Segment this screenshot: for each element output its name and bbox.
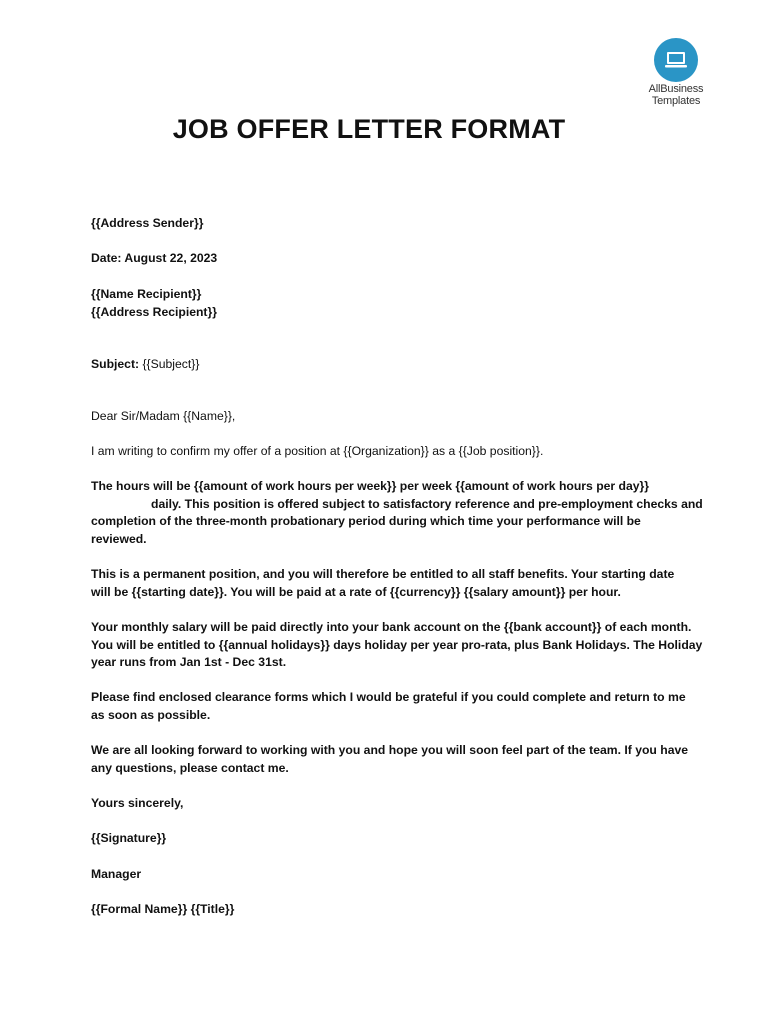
paragraph-line: Your monthly salary will be paid directly into your bank account on the {{bank account}} of each month.	[91, 620, 692, 634]
paragraph-6	[91, 742, 691, 777]
paragraph-line: as soon as possible.	[91, 707, 211, 722]
formal-name	[91, 901, 691, 919]
paragraph-line: We are all looking forward to working with you and hope you will soon feel part of the team. If you have	[91, 743, 689, 757]
salutation-text: Dear Sir/Madam {{Name}},	[91, 409, 236, 423]
paragraph-2	[91, 478, 703, 548]
paragraph-line: year runs from Jan 1st - Dec 31st.	[91, 655, 287, 669]
logo-badge	[654, 38, 698, 82]
paragraph-line: completion of the three-month probationary period during which time your performance will be	[91, 514, 641, 528]
logo-text	[638, 83, 714, 107]
role	[91, 866, 691, 884]
paragraph-line: daily. This position is offered subject to satisfactory reference and pre-employment checks and	[151, 496, 703, 511]
date-line	[91, 250, 691, 268]
paragraph-line: Please find enclosed clearance forms which I would be grateful if you could complete and return to me	[91, 690, 686, 704]
paragraph-1	[91, 443, 691, 461]
paragraph-line: any questions, please contact me.	[91, 760, 289, 775]
allbusiness-templates-logo	[638, 38, 714, 107]
paragraph-3	[91, 566, 691, 601]
paragraph-5	[91, 689, 691, 724]
recipient-name: {{Name Recipient}}	[91, 287, 202, 301]
logo-line-1: AllBusiness	[648, 83, 704, 95]
signature-text: {{Signature}}	[91, 831, 167, 845]
paragraph-line: You will be entitled to {{annual holidays}} days holiday per year pro-rata, plus Bank Holidays. The Holiday	[91, 637, 703, 652]
subject-line	[91, 356, 691, 374]
paragraph-line: will be {{starting date}}. You will be paid at a rate of {{currency}} {{salary amount}} per hour.	[91, 584, 621, 599]
subject-label: Subject:	[91, 357, 140, 371]
role-text: Manager	[91, 867, 142, 881]
paragraph-line: The hours will be {{amount of work hours per week}} per week {{amount of work hours per day}}	[91, 479, 650, 493]
paragraph-line: I am writing to confirm my offer of a position at {{Organization}} as a {{Job position}}.	[91, 444, 544, 458]
sender-address-text: {{Address Sender}}	[91, 216, 204, 230]
closing	[91, 795, 691, 813]
laptop-icon	[663, 47, 689, 73]
subject-value: {{Subject}}	[139, 357, 200, 371]
paragraph-line: This is a permanent position, and you will therefore be entitled to all staff benefits. Your starting date	[91, 567, 675, 581]
formal-name-text: {{Formal Name}} {{Title}}	[91, 902, 235, 916]
salutation	[91, 408, 691, 426]
logo-line-2: Templates	[651, 95, 701, 107]
date-text: Date: August 22, 2023	[91, 251, 218, 265]
document-title: JOB OFFER LETTER FORMAT	[172, 114, 566, 144]
recipient-block	[91, 286, 691, 321]
sender-address	[91, 215, 691, 233]
paragraph-4	[91, 619, 703, 672]
closing-text: Yours sincerely,	[91, 796, 184, 810]
recipient-address: {{Address Recipient}}	[91, 304, 217, 319]
paragraph-line: reviewed.	[91, 531, 147, 546]
signature	[91, 830, 691, 848]
